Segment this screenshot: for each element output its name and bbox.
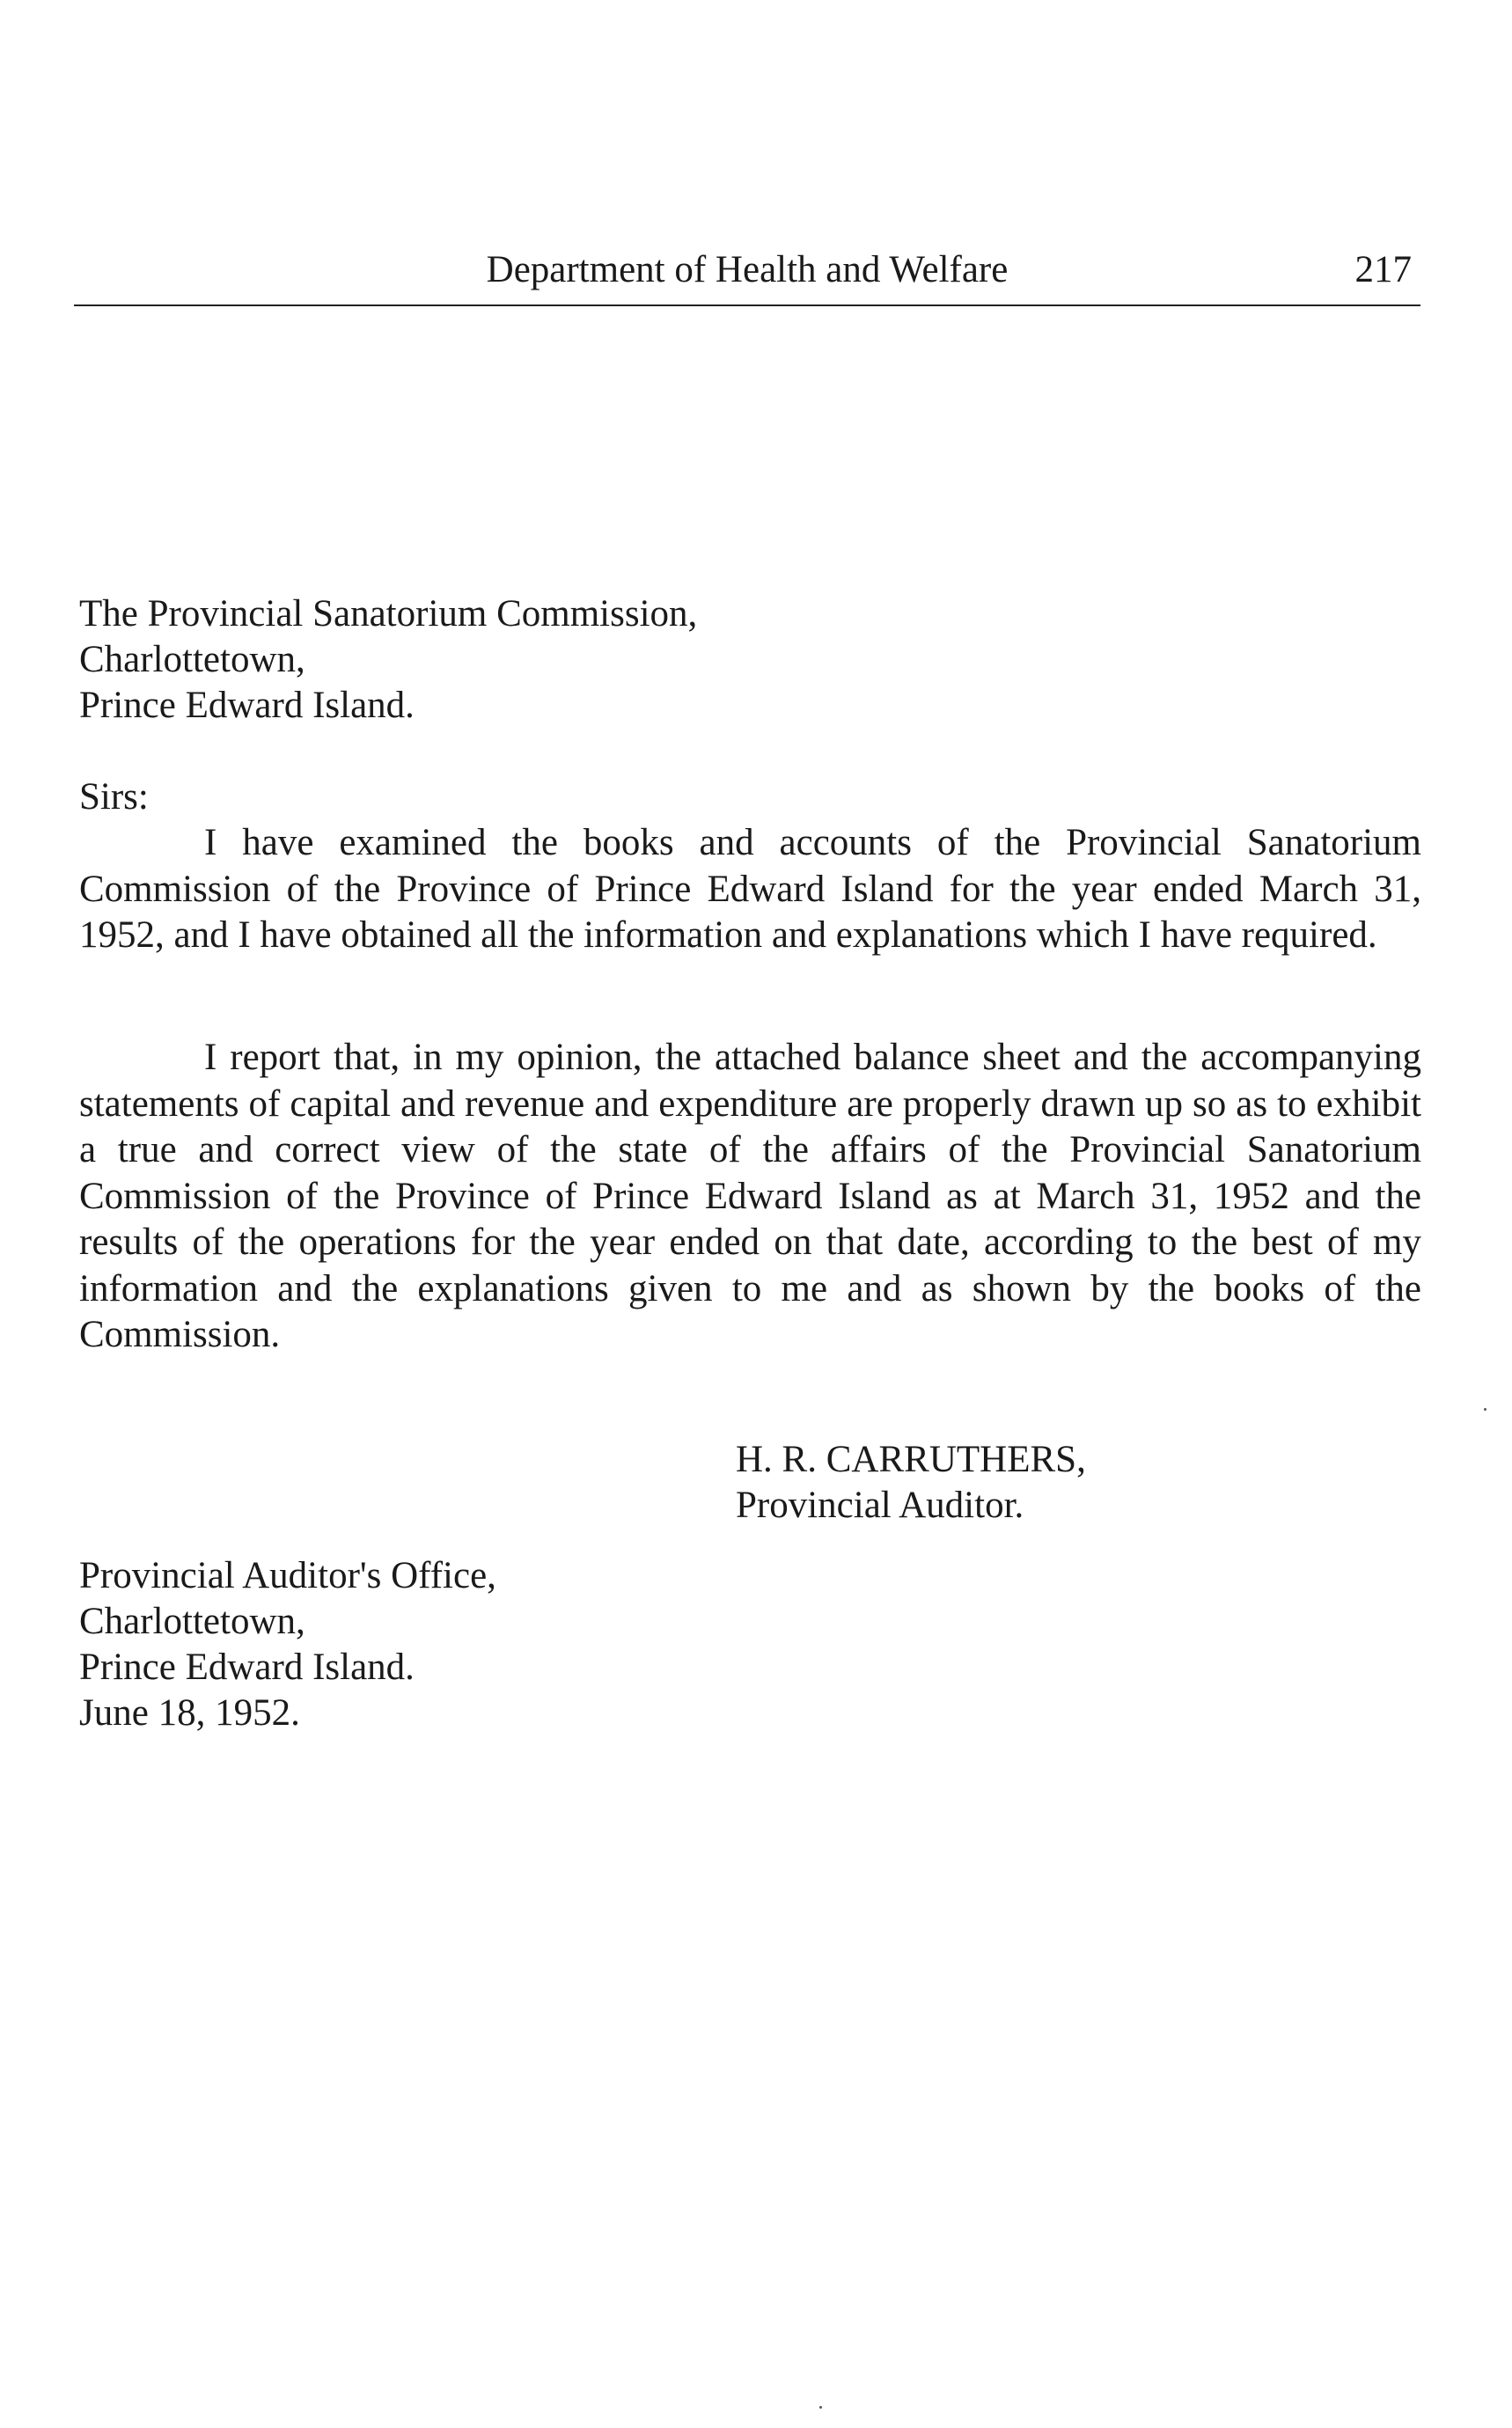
addressee-line: Charlottetown, — [79, 639, 305, 680]
running-head-title: Department of Health and Welfare — [486, 249, 1009, 290]
office-line: Prince Edward Island. — [79, 1647, 415, 1688]
addressee-line: Prince Edward Island. — [79, 685, 415, 726]
office-line: Provincial Auditor's Office, — [79, 1555, 496, 1596]
letter-date: June 18, 1952. — [79, 1692, 300, 1734]
body-paragraph: I report that, in my opinion, the attached balance sheet and the accompanying statements of capital and revenue and expenditure are properly drawn up so as to exhibit a true and correct view of the state of the affairs of the Provincial Sanatorium Commission of the Province of Prince Edward Island as at March 31, 1952 and the results of the operations for the year ended on that date, according to the best of my information and the explanations given to me and as shown by the books of the Commission. — [79, 1037, 1421, 1355]
running-head — [74, 245, 1420, 306]
office-address-block — [79, 1553, 496, 1736]
header-rule — [74, 304, 1420, 306]
office-line: Charlottetown, — [79, 1601, 305, 1642]
addressee-block — [79, 591, 697, 729]
scan-speck — [1484, 1408, 1486, 1411]
signatory-title: Provincial Auditor. — [736, 1485, 1024, 1526]
page-number: 217 — [1354, 249, 1412, 290]
scan-speck — [819, 2406, 822, 2409]
salutation: Sirs: — [79, 776, 149, 818]
signature-block — [736, 1437, 1086, 1529]
signatory-name: H. R. CARRUTHERS, — [736, 1439, 1086, 1480]
body-paragraph: I have examined the books and accounts of the Provincial Sanatorium Commission of the Province of Prince Edward Island for the year ended March 31, 1952, and I have obtained all the information and explanations which I have required. — [79, 822, 1421, 956]
addressee-line: The Provincial Sanatorium Commission, — [79, 593, 698, 635]
